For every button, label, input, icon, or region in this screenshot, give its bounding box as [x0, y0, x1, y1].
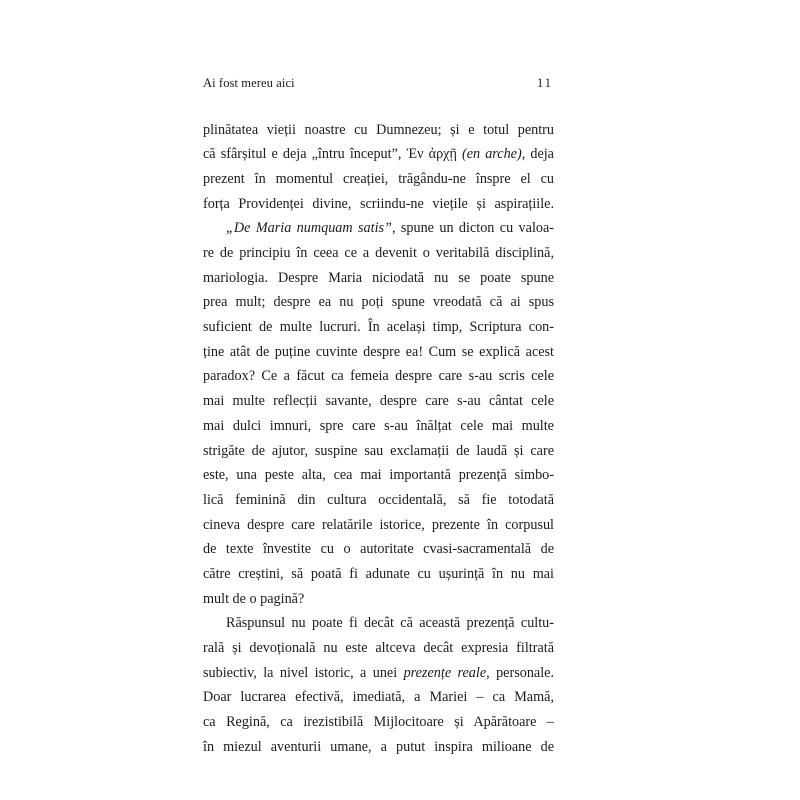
body-text	[203, 118, 554, 760]
line-text: prezent în momentul creației, trăgându-ne înspre el cu	[203, 170, 554, 187]
line-text: este, una peste alta, cea mai importantă prezență simbo-	[203, 467, 554, 484]
line-text: rală și devoțională nu este altceva decât expresia filtrată	[203, 640, 554, 657]
italic-quote: „De Maria numquam satis”	[226, 220, 392, 237]
text-line	[203, 636, 554, 661]
line-text: , deja	[521, 146, 554, 163]
text-line	[203, 537, 554, 562]
line-text: Răspunsul nu poate fi decât că această prezență cultu-	[226, 615, 554, 632]
italic-transliteration: (en arche)	[461, 146, 522, 163]
line-text: către creștini, să poată fi adunate cu ușurință în nu mai	[203, 565, 554, 582]
line-text: plinătatea vieții noastre cu Dumnezeu; și e totul pentru	[203, 121, 554, 138]
text-line	[203, 587, 554, 612]
line-text: Doar lucrarea efectivă, imediată, a Mariei – ca Mamă,	[203, 689, 554, 706]
paragraph	[203, 118, 554, 217]
line-text: , spune un dicton cu valoa-	[391, 220, 554, 237]
text-line	[203, 290, 554, 315]
text-line	[203, 167, 554, 192]
text-line	[226, 611, 554, 636]
running-title: Ai fost mereu aici	[203, 76, 295, 90]
text-line	[203, 389, 554, 414]
paragraph	[203, 216, 554, 611]
text-line	[203, 241, 554, 266]
text-line	[203, 463, 554, 488]
text-line	[203, 315, 554, 340]
line-text: ține atât de puține cuvinte despre ea! Cum se explică acest	[203, 343, 554, 360]
line-text: de texte învestite cu o autoritate cvasi-sacramentală de	[203, 541, 554, 558]
text-line	[203, 414, 554, 439]
line-text: mariologia. Despre Maria niciodată nu se poate spune	[203, 269, 554, 286]
line-text: în miezul aventurii umane, a putut inspira milioane de	[203, 738, 554, 755]
line-text: mai multe reflecții savante, despre care s-au cântat cele	[203, 393, 554, 410]
text-line	[203, 513, 554, 538]
italic-emphasis: prezențe reale	[403, 664, 487, 681]
text-line	[203, 142, 554, 167]
line-text: re de principiu în ceea ce a devenit o veritabilă disciplină,	[203, 245, 554, 262]
paragraph	[203, 611, 554, 759]
running-header	[203, 74, 554, 92]
line-text: , personale.	[486, 664, 554, 681]
line-text: suficient de multe lucruri. În același timp, Scriptura con-	[203, 319, 554, 336]
text-line	[203, 685, 554, 710]
line-text: strigăte de ajutor, suspine sau exclamații de laudă și care	[203, 442, 554, 459]
page-number: 11	[536, 76, 553, 90]
text-line	[203, 266, 554, 291]
line-text: cineva despre care relatările istorice, prezente în corpusul	[203, 516, 554, 533]
text-line	[203, 488, 554, 513]
text-line	[203, 364, 554, 389]
text-line	[203, 340, 554, 365]
line-text: mai dulci imnuri, spre care s-au înălțat cele mai multe	[203, 417, 554, 434]
text-line	[203, 439, 554, 464]
line-text: subiectiv, la nivel istoric, a unei	[203, 664, 404, 681]
line-text: prea mult; despre ea nu poți spune vreodată că ai spus	[203, 294, 554, 311]
line-text: ca Regină, ca irezistibilă Mijlocitoare și Apărătoare –	[203, 714, 554, 731]
line-text: lică feminină din cultura occidentală, să fie totodată	[203, 491, 554, 508]
text-line	[203, 118, 554, 143]
text-line	[203, 661, 554, 686]
text-line	[226, 216, 554, 241]
line-text: mult de o pagină?	[203, 590, 305, 607]
line-text: că sfârșitul e deja „întru început”, Ἐν ἀρχῇ	[203, 146, 462, 163]
line-text: forța Providenței divine, scriindu-ne viețile și aspirațiile.	[203, 195, 554, 212]
line-text: paradox? Ce a făcut ca femeia despre care s-au scris cele	[203, 368, 554, 385]
text-line	[203, 710, 554, 735]
text-line	[203, 562, 554, 587]
text-line	[203, 192, 554, 217]
text-line	[203, 735, 554, 760]
